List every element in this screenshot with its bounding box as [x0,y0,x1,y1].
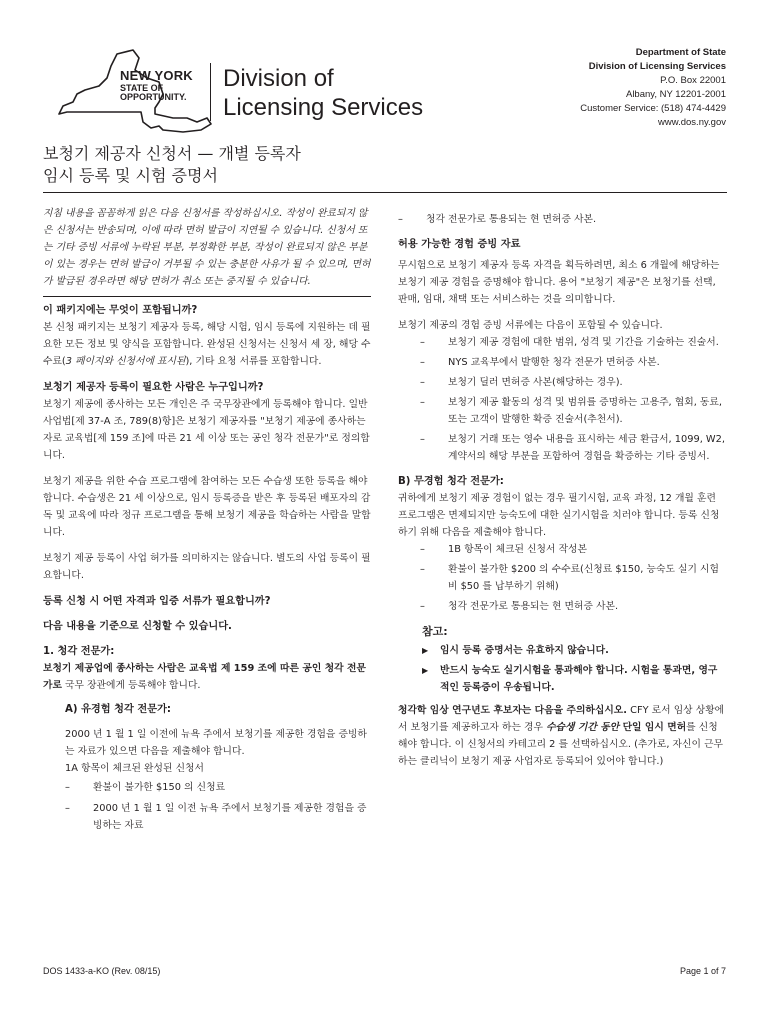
heading-package-contents: 이 패키지에는 무엇이 포함됩니까? [43,305,198,316]
division-title [223,64,423,122]
cfy-text-bold: 청각학 임상 연구년도 후보자는 다음을 주의하십시오. [398,705,627,716]
package-contents-a: 본 신청 패키지는 보청기 제공자 등록, 해당 시험, 임시 등록에 지원하는 데 필요한 모든 정보 및 양식을 포함합니다. 완성된 신청서는 신청서 세 장, 해당 수수료( [43,322,371,367]
acceptable-proof-text: 무시험으로 보청기 제공자 등록 자격을 획득하려면, 최소 6 개월에 해당하는 보청기 제공 경험을 증명해야 합니다. 용어 "보청기 제공"은 보청기를 선택, 판매, 임대, 채택 또는 서비스하는 것을 의미합니다. [398,260,720,305]
package-contents-b: 3 페이지와 신청서에 표시된 [65,356,186,367]
note-label: 참고: [422,625,448,638]
heading-apply-basis: 다음 내용을 기준으로 신청할 수 있습니다. [43,621,232,632]
header-divider [210,63,211,121]
page-number: Page 1 of 7 [679,966,726,976]
package-contents-text [43,319,371,370]
list-item: – 청각 전문가로 통용되는 현 면허증 사본. [398,211,726,228]
document-title-line1: 보청기 제공자 신청서 — 개별 등록자 [43,144,301,163]
proof-list [398,334,726,465]
trainee-text: 보청기 제공을 위한 수습 프로그램에 참여하는 모든 수습생 또한 등록을 해야 합니다. 수습생은 21 세 이상으로, 임시 등록증을 받은 후 등록된 배포자의 감독 및 교육에 따라 정규 프로그램을 통해 보청기 제공을 학습하는 사람을 말합니다. [43,476,371,538]
application-1a-text: 1A 항목이 체크된 완성된 신청서 [65,763,204,774]
title-rule [43,192,727,193]
list-item: – 보청기 제공 경험에 대한 범위, 성격 및 기간을 기술하는 진술서. [420,334,726,351]
audiologist-text [43,660,371,694]
list-item: – 환불이 불가한 $150 의 신청료 [65,779,371,796]
list-item: – NYS 교육부에서 발행한 청각 전문가 면허증 사본. [420,354,726,371]
cfy-text-b: CFY 로서 임상 상황에서 보청기를 제공하고자 하는 경우 [398,705,725,733]
cfy-text-e: 를 신청해야 합니다. 이 신청서의 카테고리 2 를 선택하십시오. (추가로, 자신이 근무하는 클리닉이 보청기 제공 사업자로 등록되어 있어야 합니다.) [398,722,723,767]
note-item: ▶ 임시 등록 증명서는 유효하지 않습니다. [422,642,726,659]
inexperienced-audiologist-text: 귀하에게 보청기 제공 경험이 없는 경우 필기시험, 교육 과정, 12 개월 훈련 프로그램은 면제되지만 능숙도에 대한 실기시험을 치러야 합니다. 등록 신청하기 위해 다음을 제출해야 합니다. [398,493,720,538]
heading-qualifications: 등록 신청 시 어떤 자격과 입증 서류가 필요합니까? [43,596,271,607]
audiologist-text-bold: 보청기 제공업에 종사하는 사람은 교육법 제 159 조에 따른 공인 청각 전문가로 [43,663,366,691]
ny-logo-line3: OPPORTUNITY. [120,92,187,102]
list-item: – 1B 항목이 체크된 신청서 작성본 [420,541,726,558]
agency-city: Albany, NY 12201-2001 [625,89,726,100]
note-item: ▶ 반드시 능숙도 실기시험을 통과해야 합니다. 시험을 통과면, 영구적인 등록증이 우송됩니다. [422,662,726,696]
left-column [43,205,371,834]
heading-who-must-register: 보청기 제공자 등록이 필요한 사람은 누구입니까? [43,382,264,393]
agency-customer-service: Customer Service: (518) 474-4429 [580,103,726,114]
heading-experienced-audiologist: A) 유경험 청각 전문가: [65,704,171,715]
list-item: – 청각 전문가로 통용되는 현 면허증 사본. [420,598,726,615]
list-item: – 보청기 제공 활동의 성격 및 범위를 증명하는 고용주, 협회, 동료, 또는 고객이 발행한 확증 진술서(추천서). [420,394,726,428]
document-title [43,143,301,187]
ny-logo-line1: NEW YORK [120,68,193,83]
division-title-line2: Licensing Services [223,94,424,121]
form-id: DOS 1433-a-KO (Rev. 08/15) [43,966,161,976]
list-item: – 보청기 거래 또는 영수 내용을 표시하는 세금 환급서, 1099, W2, 계약서의 해당 부분을 포함하여 경험을 확증하는 기타 증빙서. [420,431,726,465]
right-column [398,211,726,770]
notes-list [398,642,726,696]
ny-logo-text [120,69,193,102]
heading-audiologist: 1. 청각 전문가: [43,646,115,657]
division-title-line1: Division of [223,65,334,92]
inexperienced-list [398,541,726,615]
package-contents-c: ), 기타 요청 서류를 포함합니다. [185,356,322,367]
list-item: – 보청기 딜러 면허증 사본(해당하는 경우). [420,374,726,391]
agency-dept: Department of State [635,47,726,58]
cfy-text [398,702,726,770]
agency-po-box: P.O. Box 22001 [660,75,726,86]
business-registration-text: 보청기 제공 등록이 사업 허가를 의미하지는 않습니다. 별도의 사업 등록이 필요합니다. [43,553,371,581]
experienced-audiologist-list [43,779,371,834]
document-title-line2: 임시 등록 및 시험 증명서 [43,166,218,185]
cfy-text-emphasis: 수습생 기간 동안 [546,722,620,733]
who-must-register-text: 보청기 제공에 종사하는 모든 개인은 주 국무장관에게 등록해야 합니다. 일반 사업법[제 37-A 조, 789(8)항]은 보청기 제공자를 "보청기 제공에 종사하는 자로 교육법[제 159 조]에 따른 21 세 이상 또는 공인 청각 전문가"로 정의합니다. [43,399,370,461]
experienced-audiologist-text: 2000 년 1 월 1 일 이전에 뉴욕 주에서 보청기를 제공한 경험을 증빙하는 자료가 있으면 다음을 제출해야 합니다. [65,729,367,757]
audiologist-text-rest: 국무 장관에게 등록해야 합니다. [61,680,201,691]
agency-address-block [580,46,726,130]
heading-inexperienced-audiologist: B) 무경험 청각 전문가: [398,476,504,487]
agency-website: www.dos.ny.gov [658,117,726,128]
proof-may-include-text: 보청기 제공의 경험 증빙 서류에는 다음이 포함될 수 있습니다. [398,320,663,331]
instructions-rule [43,296,371,297]
agency-division: Division of Licensing Services [588,61,726,72]
instructions-text: 지침 내용을 꼼꼼하게 읽은 다음 신청서를 작성하십시오. 작성이 완료되지 않은 신청서는 반송되며, 이에 따라 면허 발급이 지연될 수 있습니다. 신청서 또는 기타 증빙 서류에 누락된 부분, 부정확한 부분, 작성이 완료되지 않은 부분이 있는 경우는 면허 발급이 거부될 수 있는 충분한 사유가 될 수 있으며, 면허가 발급된 경우라면 해당 면허가 취소 또는 중지될 수 있습니다. [43,208,371,287]
experienced-audiologist-block [43,726,371,777]
heading-acceptable-proof: 허용 가능한 경험 증빙 자료 [398,239,521,250]
cfy-text-bold2: 단일 임시 면허 [619,722,687,733]
list-item: – 환불이 불가한 $200 의 수수료(신청료 $150, 능숙도 실기 시험비 $50 를 납부하기 위해) [420,561,726,595]
list-item: – 2000 년 1 월 1 일 이전 뉴욕 주에서 보청기를 제공한 경험을 증빙하는 자료 [65,800,371,834]
ny-logo-line2: STATE OF [120,83,164,93]
